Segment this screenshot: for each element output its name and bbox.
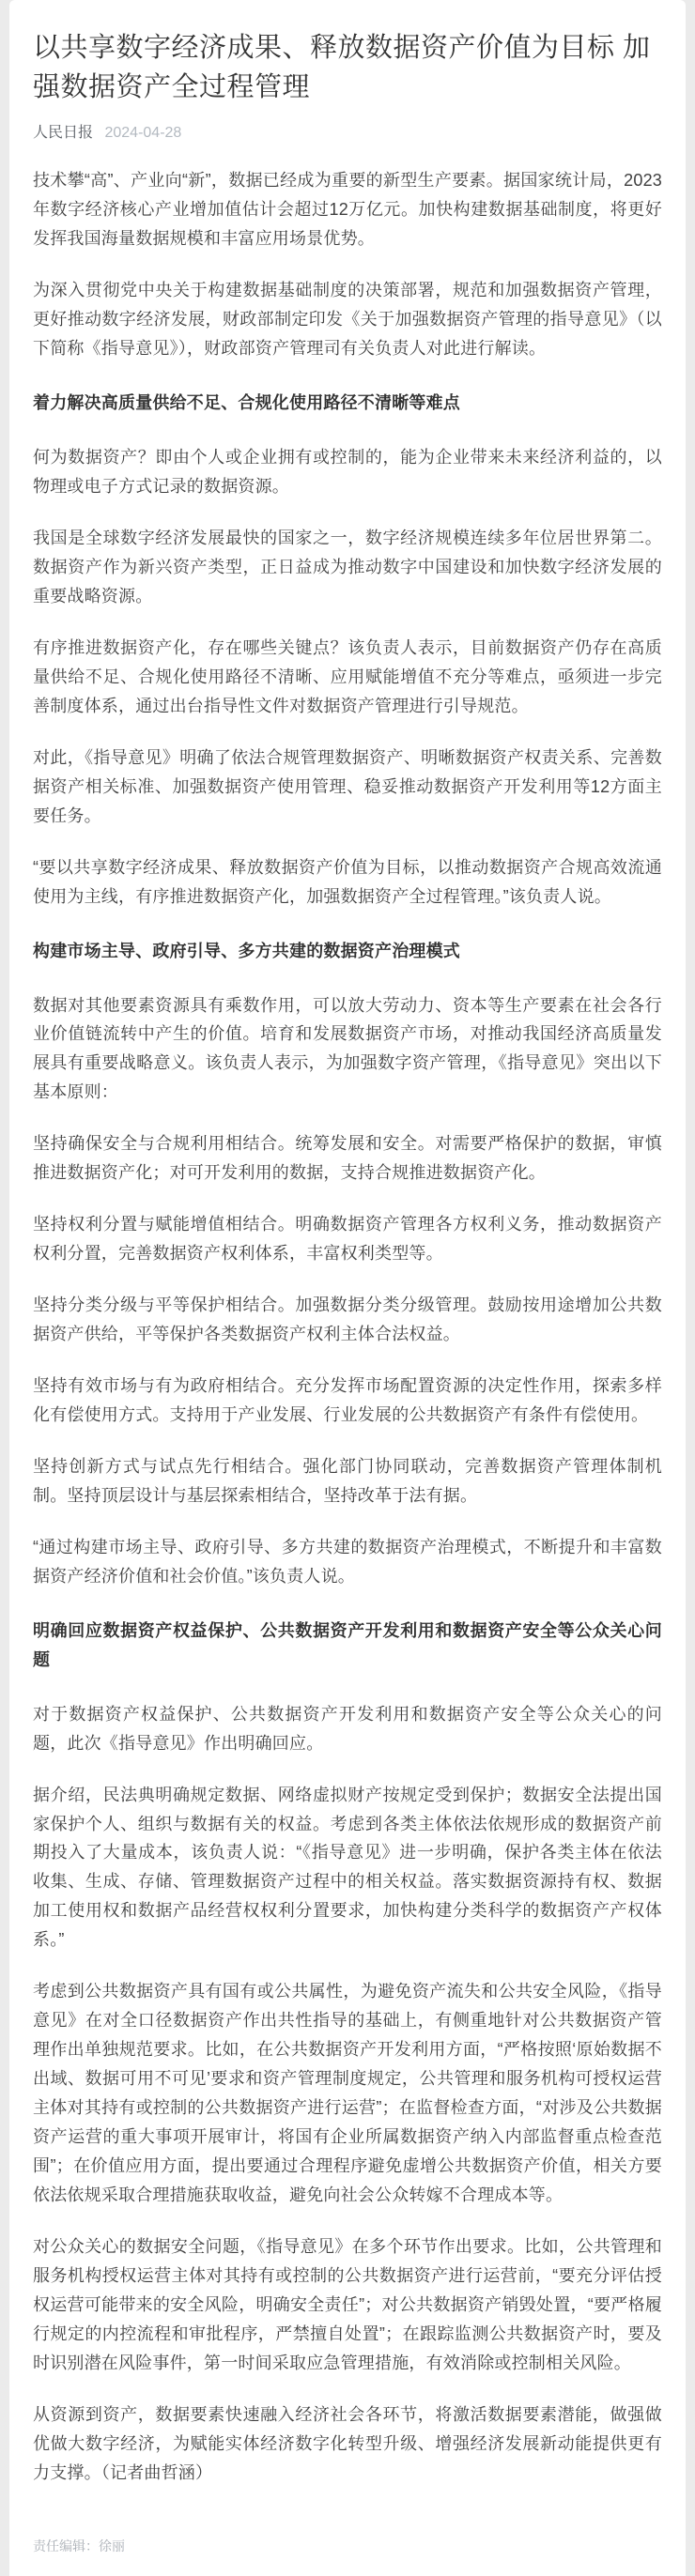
article-paragraph: 考虑到公共数据资产具有国有或公共属性，为避免资产流失和公共安全风险，《指导意见》在对全口径数据资产作出共性指导的基础上，有侧重地针对公共数据资产管理作出单独规范要求。比如，在公共数据资产开发利用方面，“严格按照‘原始数据不出域、数据可用不可见’要求和资产管理制度规定，公共管理和服务机构可授权运营主体对其持有或控制的公共数据资产进行运营”；在监督检查方面，“对涉及公共数据资产运营的重大事项开展审计，将国有企业所属数据资产纳入内部监督重点检查范围”；在价值应用方面，提出要通过合理程序避免虚增公共数据资产价值，相关方要依法依规采取合理措施获取收益，避免向社会公众转嫁不合理成本等。 bbox=[33, 1982, 662, 2204]
section-heading: 明确回应数据资产权益保护、公共数据资产开发利用和数据资产安全等公众关心问题 bbox=[33, 1620, 662, 1669]
source-name: 人民日报 bbox=[33, 125, 94, 142]
article-paragraph: 技术攀“高”、产业向“新”，数据已经成为重要的新型生产要素。据国家统计局，2023年数字经济核心产业增加值估计会超过12万亿元。加快构建数据基础制度，将更好发挥我国海量数据规模和丰富应用场景优势。 bbox=[33, 171, 662, 249]
article-paragraph: 数据对其他要素资源具有乘数作用，可以放大劳动力、资本等生产要素在社会各行业价值链流转中产生的价值。培育和发展数据资产市场，对推动我国经济高质量发展具有重要战略意义。该负责人表示，为加强数字资产管理，《指导意见》突出以下基本原则： bbox=[33, 995, 662, 1102]
article-paragraph: 对于数据资产权益保护、公共数据资产开发利用和数据资产安全等公众关心的问题，此次《指导意见》作出明确回应。 bbox=[33, 1704, 662, 1753]
article-body bbox=[33, 166, 662, 2487]
article-paragraph: 何为数据资产？即由个人或企业拥有或控制的，能为企业带来未来经济利益的，以物理或电子方式记录的数据资源。 bbox=[33, 448, 662, 497]
article-paragraph: 据介绍，民法典明确规定数据、网络虚拟财产按规定受到保护；数据安全法提出国家保护个人、组织与数据有关的权益。考虑到各类主体依法依规形成的数据资产前期投入了大量成本，该负责人说：“《指导意见》进一步明确，保护各类主体在依法收集、生成、存储、管理数据资产过程中的相关权益。落实数据资源持有权、数据加工使用权和数据产品经营权权利分置要求，加快构建分类科学的数据资产产权体系。” bbox=[33, 1785, 662, 1950]
article-paragraph: 为深入贯彻党中央关于构建数据基础制度的决策部署，规范和加强数据资产管理，更好推动数字经济发展，财政部制定印发《关于加强数据资产管理的指导意见》（以下简称《指导意见》），财政部资产管理司有关负责人对此进行解读。 bbox=[33, 281, 662, 359]
article-paragraph: 对此，《指导意见》明确了依法合规管理数据资产、明晰数据资产权责关系、完善数据资产相关标准、加强数据资产使用管理、稳妥推动数据资产开发利用等12方面主要任务。 bbox=[33, 747, 662, 825]
article-paragraph: 我国是全球数字经济发展最快的国家之一，数字经济规模连续多年位居世界第二。数据资产作为新兴资产类型，正日益成为推动数字中国建设和加快数字经济发展的重要战略资源。 bbox=[33, 529, 662, 606]
article-paragraph: 有序推进数据资产化，存在哪些关键点？该负责人表示，目前数据资产仍存在高质量供给不足、合规化使用路径不清晰、应用赋能增值不充分等难点，亟须进一步完善制度体系，通过出台指导性文件对数据资产管理进行引导规范。 bbox=[33, 637, 662, 715]
publish-date: 2024-04-28 bbox=[104, 125, 182, 142]
section-heading: 构建市场主导、政府引导、多方共建的数据资产治理模式 bbox=[33, 941, 460, 960]
article-paragraph: 坚持有效市场与有为政府相结合。充分发挥市场配置资源的决定性作用，探索多样化有偿使用方式。支持用于产业发展、行业发展的公共数据资产有条件有偿使用。 bbox=[33, 1376, 662, 1424]
editor-credit: 责任编辑：徐丽 bbox=[33, 2538, 125, 2553]
article-paragraph: 从资源到资产，数据要素快速融入经济社会各环节，将激活数据要素潜能，做强做优做大数字经济，为赋能实体经济数字化转型升级、增强经济发展新动能提供更有力支撑。（记者曲哲涵） bbox=[33, 2404, 662, 2482]
article-paragraph: 对公众关心的数据安全问题，《指导意见》在多个环节作出要求。比如，公共管理和服务机构授权运营主体对其持有或控制的公共数据资产进行运营前，“要充分评估授权运营可能带来的安全风险，明确安全责任”；对公共数据资产销毁处置，“要严格履行规定的内控流程和审批程序，严禁擅自处置”；在跟踪监测公共数据资产时，要及时识别潜在风险事件，第一时间采取应急管理措施，有效消除或控制相关风险。 bbox=[33, 2236, 662, 2372]
article-paragraph: 坚持创新方式与试点先行相结合。强化部门协同联动，完善数据资产管理体制机制。坚持顶层设计与基层探索相结合，坚持改革于法有据。 bbox=[33, 1456, 662, 1505]
article-card bbox=[9, 0, 686, 2576]
article-title: 以共享数字经济成果、释放数据资产价值为目标 加强数据资产全过程管理 bbox=[33, 33, 651, 103]
section-heading: 着力解决高质量供给不足、合规化使用路径不清晰等难点 bbox=[33, 393, 460, 413]
article-meta bbox=[33, 123, 662, 144]
article-paragraph: 坚持确保安全与合规利用相结合。统筹发展和安全。对需要严格保护的数据，审慎推进数据资产化；对可开发利用的数据，支持合规推进数据资产化。 bbox=[33, 1134, 662, 1183]
article-paragraph: “要以共享数字经济成果、释放数据资产价值为目标，以推动数据资产合规高效流通使用为主线，有序推进数据资产化，加强数据资产全过程管理。”该负责人说。 bbox=[33, 857, 662, 906]
article-paragraph: “通过构建市场主导、政府引导、多方共建的数据资产治理模式，不断提升和丰富数据资产经济价值和社会价值。”该负责人说。 bbox=[33, 1537, 662, 1586]
article-paragraph: 坚持分类分级与平等保护相结合。加强数据分类分级管理。鼓励按用途增加公共数据资产供给，平等保护各类数据资产权利主体合法权益。 bbox=[33, 1296, 662, 1344]
article-paragraph: 坚持权利分置与赋能增值相结合。明确数据资产管理各方权利义务，推动数据资产权利分置，完善数据资产权利体系，丰富权利类型等。 bbox=[33, 1215, 662, 1264]
